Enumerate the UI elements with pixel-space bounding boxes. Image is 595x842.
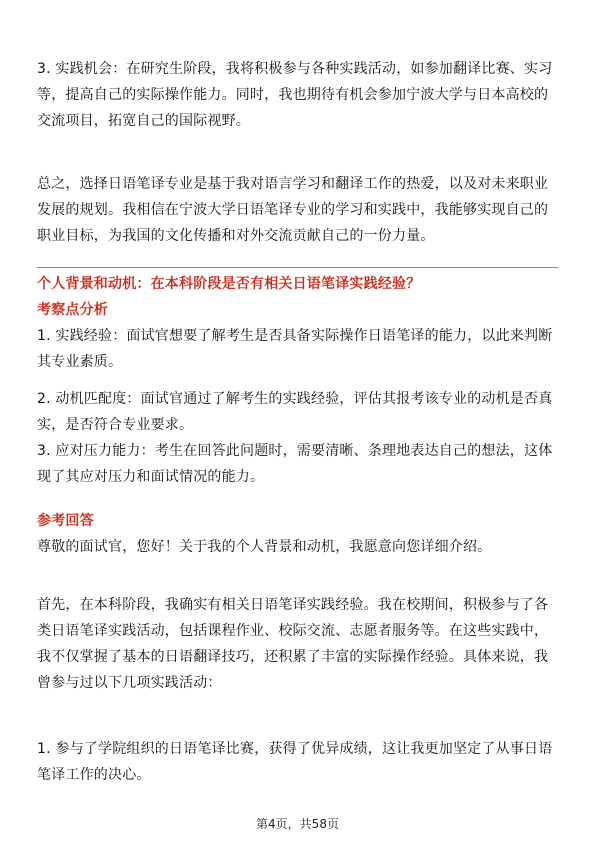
answer-heading: 参考回答 xyxy=(37,513,94,529)
analysis-item-motivation: 2. 动机匹配度：面试官通过了解考生的实践经验，评估其报考该专业的动机是否真实，是否符合专业要求。 xyxy=(37,391,553,433)
analysis-item-pressure: 3. 应对压力能力：考生在回答此问题时，需要清晰、条理地表达自己的想法，这体现了其应对压力和面试情况的能力。 xyxy=(37,443,553,485)
summary-paragraph: 总之，选择日语笔译专业是基于我对语言学习和翻译工作的热爱，以及对未来职业发展的规划。我相信在宁波大学日语笔译专业的学习和实践中，我能够实现自己的职业目标，为我国的文化传播和对外交流贡献自己的一份力量。 xyxy=(37,176,549,244)
question-heading: 个人背景和动机：在本科阶段是否有相关日语笔译实践经验？ xyxy=(37,276,421,292)
analysis-item-practice: 1. 实践经验：面试官想要了解考生是否具备实际操作日语笔译的能力，以此来判断其专业素质。 xyxy=(37,328,553,370)
analysis-heading: 考察点分析 xyxy=(37,302,108,318)
section-divider xyxy=(37,267,558,268)
answer-point-1: 1. 参与了学院组织的日语笔译比赛，获得了优异成绩，这让我更加坚定了从事日语笔译工作的决心。 xyxy=(37,741,553,783)
page-number: 第4页，共58页 xyxy=(256,817,339,831)
answer-greeting: 尊敬的面试官，您好！关于我的个人背景和动机，我愿意向您详细介绍。 xyxy=(37,539,492,555)
answer-paragraph: 首先，在本科阶段，我确实有相关日语笔译实践经验。我在校期间，积极参与了各类日语笔译实践活动，包括课程作业、校际交流、志愿者服务等。在这些实践中，我不仅掌握了基本的日语翻译技巧，还积累了丰富的实际操作经验。具体来说，我曾参与过以下几项实践活动： xyxy=(37,597,549,691)
practice-opportunity-item: 3. 实践机会：在研究生阶段，我将积极参与各种实践活动，如参加翻译比赛、实习等，提高自己的实际操作能力。同时，我也期待有机会参加宁波大学与日本高校的交流项目，拓宽自己的国际视野。 xyxy=(37,61,553,129)
